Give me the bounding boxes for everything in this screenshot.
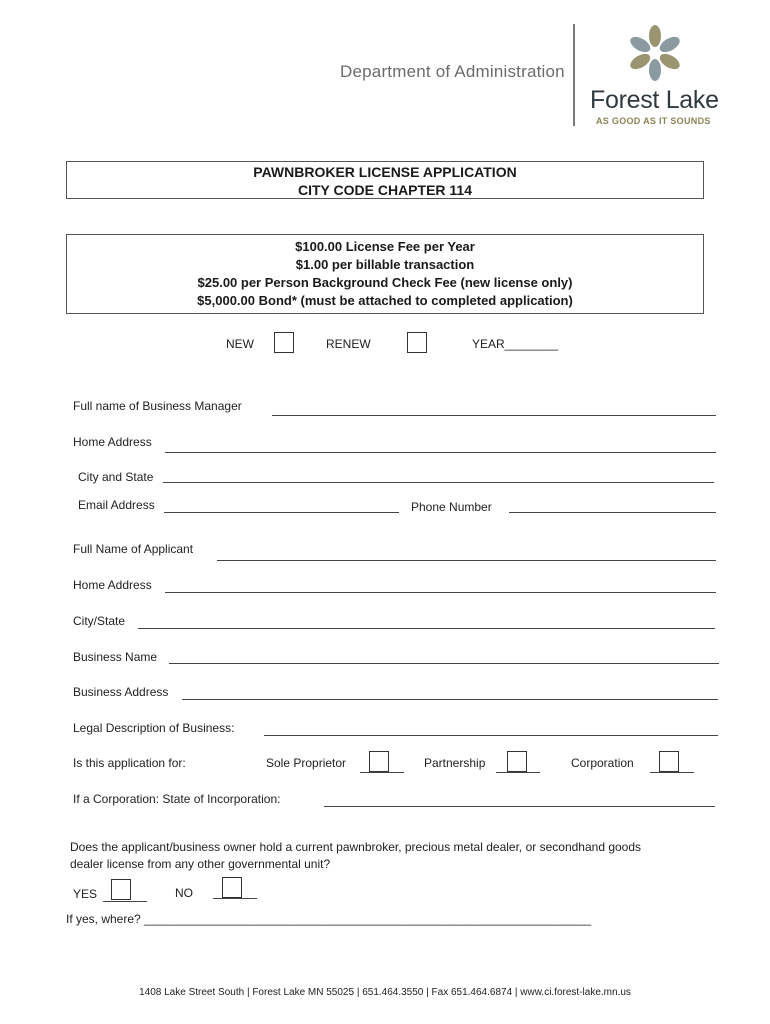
manager-city-state-label: City and State <box>78 470 154 484</box>
applicant-city-state-field[interactable] <box>138 628 715 629</box>
applicant-home-address-field[interactable] <box>165 592 716 593</box>
business-address-field[interactable] <box>182 699 718 700</box>
applicant-name-field[interactable] <box>217 560 716 561</box>
form-subtitle: CITY CODE CHAPTER 114 <box>297 182 472 198</box>
title-box <box>66 161 704 199</box>
sole-proprietor-label: Sole Proprietor <box>266 756 347 770</box>
corporation-checkbox[interactable] <box>659 751 679 772</box>
corporation-underline <box>650 772 694 773</box>
partnership-underline <box>496 772 540 773</box>
forest-lake-flower-logo <box>624 22 686 84</box>
license-question-line-2: dealer license from any other governmental unit? <box>70 857 331 871</box>
fee-line: $25.00 per Person Background Check Fee (new license only) <box>197 275 573 290</box>
manager-name-field[interactable] <box>272 415 716 416</box>
legal-description-field[interactable] <box>264 735 718 736</box>
form-title: PAWNBROKER LICENSE APPLICATION <box>253 164 517 180</box>
applicant-city-state-label: City/State <box>73 614 126 628</box>
yes-underline <box>103 901 147 902</box>
business-name-label: Business Name <box>73 650 158 664</box>
brand-tagline: AS GOOD AS IT SOUNDS <box>596 116 711 126</box>
manager-phone-field[interactable] <box>509 512 716 513</box>
fee-line: $5,000.00 Bond* (must be attached to completed application) <box>197 293 573 308</box>
new-checkbox[interactable] <box>274 332 294 353</box>
manager-home-address-label: Home Address <box>73 435 152 449</box>
footer-contact: 1408 Lake Street South | Forest Lake MN 55025 | 651.464.3550 | Fax 651.464.6874 | www.ci.forest-lake.mn.us <box>139 987 631 998</box>
yes-label: YES <box>73 887 98 901</box>
no-label: NO <box>175 886 193 900</box>
corporation-label: Corporation <box>571 756 634 770</box>
state-of-incorporation-field[interactable] <box>324 806 715 807</box>
header-divider <box>573 24 575 126</box>
manager-email-field[interactable] <box>164 512 399 513</box>
legal-description-label: Legal Description of Business: <box>73 721 235 735</box>
no-checkbox[interactable] <box>222 877 242 898</box>
manager-email-label: Email Address <box>78 498 155 512</box>
year-field[interactable]: YEAR________ <box>472 337 559 351</box>
fee-box <box>66 234 704 314</box>
partnership-label: Partnership <box>424 756 486 770</box>
fee-line: $1.00 per billable transaction <box>295 257 475 272</box>
business-address-label: Business Address <box>73 685 169 699</box>
license-question-line-1: Does the applicant/business owner hold a current pawnbroker, precious metal dealer, or secondhand goods <box>70 840 642 854</box>
manager-home-address-field[interactable] <box>165 452 716 453</box>
no-underline <box>213 898 257 899</box>
if-yes-where-field[interactable]: If yes, where? ___________________________________________________________________ <box>66 912 592 926</box>
manager-name-label: Full name of Business Manager <box>73 399 242 413</box>
applicant-home-address-label: Home Address <box>73 578 152 592</box>
manager-phone-label: Phone Number <box>411 500 492 514</box>
sole-proprietor-underline <box>360 772 404 773</box>
partnership-checkbox[interactable] <box>507 751 527 772</box>
yes-checkbox[interactable] <box>111 879 131 900</box>
business-name-field[interactable] <box>169 663 719 664</box>
new-label: NEW <box>226 337 254 351</box>
renew-checkbox[interactable] <box>407 332 427 353</box>
application-for-label: Is this application for: <box>73 756 186 770</box>
department-name: Department of Administration <box>340 62 565 81</box>
renew-label: RENEW <box>326 337 371 351</box>
sole-proprietor-checkbox[interactable] <box>369 751 389 772</box>
state-of-incorporation-label: If a Corporation: State of Incorporation: <box>73 792 281 806</box>
applicant-name-label: Full Name of Applicant <box>73 542 194 556</box>
fee-line: $100.00 License Fee per Year <box>295 239 475 254</box>
manager-city-state-field[interactable] <box>163 482 714 483</box>
brand-name: Forest Lake <box>590 86 719 114</box>
